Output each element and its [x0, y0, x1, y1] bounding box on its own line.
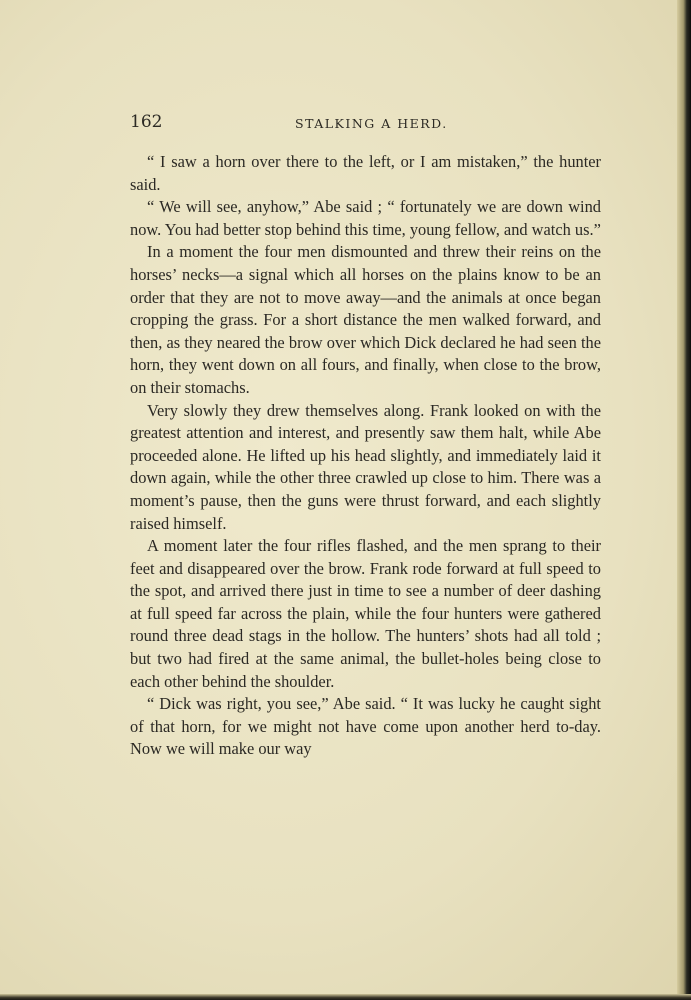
paragraph: Very slowly they drew themselves along. Frank looked on with the greatest attention and interest, and presently saw them halt, while Abe proceeded alone. He lifted up his head slightly, and immediately laid it down again, while the other three crawled up close to him. There was a moment’s pause, then the guns were thrust forward, and each slightly raised himself.: [130, 400, 601, 533]
paragraph: “ I saw a horn over there to the left, or I am mistaken,” the hunter said.: [130, 152, 601, 194]
binding-edge: [677, 0, 691, 1000]
page-number: 162: [130, 112, 163, 132]
body-text: [130, 151, 601, 761]
paragraph: “ We will see, anyhow,” Abe said ; “ fortunately we are down wind now. You had better stop behind this time, young fellow, and watch us.”: [130, 197, 601, 239]
page-header: [130, 112, 601, 136]
paragraph: “ Dick was right, you see,” Abe said. “ It was lucky he caught sight of that horn, for we might not have come upon another herd to-day. Now we will make our way: [130, 694, 601, 759]
paragraph: A moment later the four rifles flashed, and the men sprang to their feet and disappeared over the brow. Frank rode forward at full speed to the spot, and arrived there just in time to see a number of deer dashing at full speed far across the plain, while the four hunters were gathered round three dead stags in the hollow. The hunters’ shots had all told ; but two had fired at the same animal, the bullet-holes being close to each other behind the shoulder.: [130, 536, 601, 691]
paragraph: In a moment the four men dismounted and threw their reins on the horses’ necks—a signal which all horses on the plains know to be an order that they are not to move away—and the animals at once began cropping the grass. For a short distance the men walked forward, and then, as they neared the brow over which Dick declared he had seen the horn, they went down on all fours, and finally, when close to the brow, on their stomachs.: [130, 242, 601, 397]
running-head: STALKING A HERD.: [295, 116, 448, 131]
page-bottom-edge: [0, 994, 691, 1000]
